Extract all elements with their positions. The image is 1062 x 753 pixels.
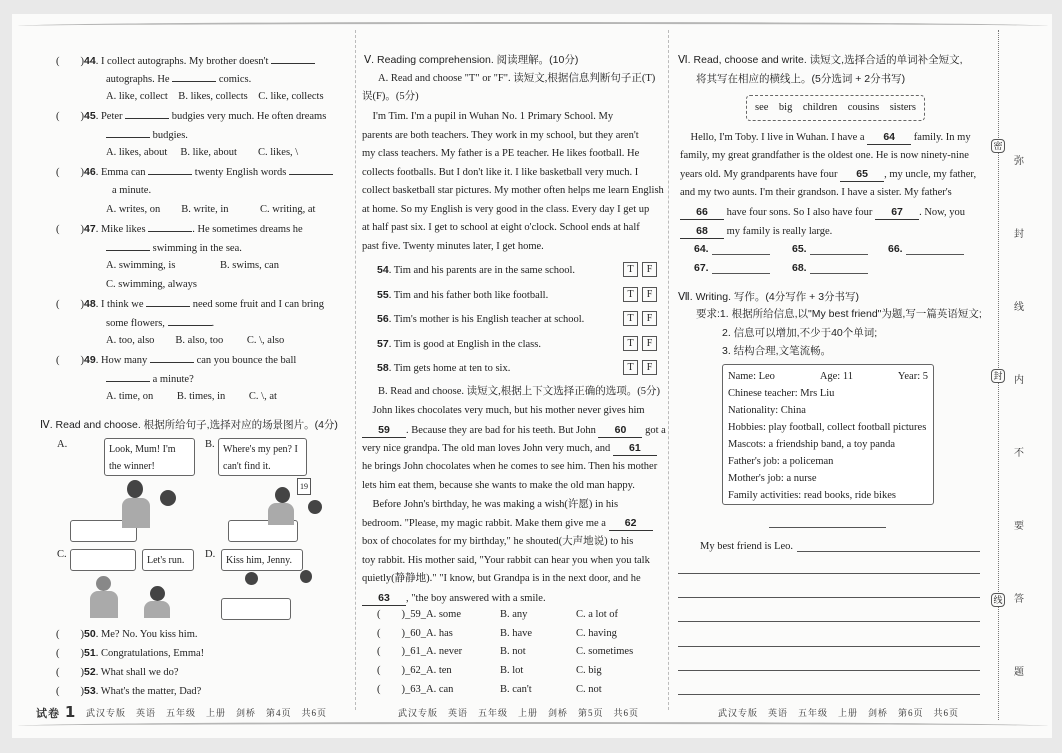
column-divider <box>355 30 356 710</box>
title-line[interactable] <box>769 527 886 528</box>
false-box[interactable]: F <box>642 287 657 302</box>
answer-label: 67. <box>694 262 709 274</box>
question-item: ( )49. How many can you bounce the ball <box>56 354 297 366</box>
passage-line: years old. My grandparents have four 65 , my uncle, my father, <box>680 168 977 181</box>
question-line: A. like, collect B. likes, collects C. like, collects <box>106 91 324 102</box>
false-box[interactable]: F <box>642 311 657 326</box>
info-line: Family activities: read books, ride bikes <box>728 490 896 501</box>
option-c: C. a lot of <box>576 609 618 620</box>
question-line: swimming in the sea. <box>106 241 242 256</box>
writing-line[interactable] <box>678 597 980 598</box>
question-item: ( )47. Mike likes . He sometimes dreams he <box>56 223 303 235</box>
writing-line[interactable] <box>678 694 980 695</box>
passage-line: Hello, I'm Toby. I live in Wuhan. I have a 64 family. In my <box>680 131 971 143</box>
answer-line[interactable] <box>810 254 868 255</box>
passage-line: at home. So my English is very good in the class. Every day I get up <box>362 203 650 215</box>
writing-line[interactable] <box>797 551 980 552</box>
passage-line: collect basketball star pictures. My mother often helps me learn English <box>362 185 664 196</box>
seal-notice-char: 弥 <box>1014 156 1024 167</box>
section-4-heading: Ⅳ. Read and choose. 根据所给句子,选择对应的场景图片。(4分) <box>40 419 338 431</box>
bottom-border <box>18 722 1048 730</box>
seal-mark: 线 <box>991 593 1005 607</box>
person-illustration <box>275 487 290 503</box>
option-question: ( )_62_A. ten <box>377 665 452 677</box>
question-item: ( )48. I think we need some fruit and I can bring <box>56 298 324 310</box>
column-divider <box>668 30 669 710</box>
person-illustration <box>127 480 143 498</box>
answer-line[interactable] <box>712 273 770 274</box>
info-line: Mother's job: a nurse <box>728 473 817 484</box>
person-body <box>144 601 170 618</box>
tf-statement: 58. Tim gets home at ten to six. <box>377 362 511 374</box>
question-line: a minute? <box>106 372 194 387</box>
info-name: Name: Leo <box>728 371 775 382</box>
writing-line[interactable] <box>678 621 980 622</box>
pic-label-c: C. <box>57 549 67 560</box>
question-item: ( )46. Emma can twenty English words <box>56 165 333 180</box>
person-body <box>122 498 150 528</box>
option-question: ( )_63_A. can <box>377 683 454 695</box>
paper-label-text: 试卷 <box>36 707 60 720</box>
false-box[interactable]: F <box>642 360 657 375</box>
option-b: B. can't <box>500 683 532 695</box>
person-body <box>90 591 118 618</box>
seal-notice-char: 题 <box>1014 667 1024 678</box>
option-c: C. big <box>576 665 602 677</box>
answer-item: ( )51. Congratulations, Emma! <box>56 647 205 659</box>
tf-statement: 56. Tim's mother is his English teacher at school. <box>377 313 585 325</box>
question-line: autographs. He comics. <box>106 74 252 85</box>
passage-line: Before John's birthday, he was making a wish(许愿) in his <box>362 498 619 510</box>
paper-number: 1 <box>64 703 77 721</box>
info-card <box>722 364 934 505</box>
answer-label: 64. <box>694 243 709 255</box>
seal-notice-char: 线 <box>1014 302 1024 313</box>
person-illustration <box>160 490 176 506</box>
passage-line: 68 my family is really large. <box>680 224 832 239</box>
seal-notice-char: 不 <box>1014 448 1024 459</box>
true-box[interactable]: T <box>623 336 638 351</box>
passage-line: family, my great grandfather is the oldest one. He is now ninety-nine <box>680 149 969 161</box>
info-age: Age: 11 <box>819 371 853 382</box>
answer-box-c[interactable] <box>70 549 136 571</box>
passage-line: 63 , "the boy answered with a smile. <box>362 591 546 606</box>
section-5-heading: Ⅴ. Reading comprehension. 阅读理解。(10分) <box>364 54 579 66</box>
answer-item: ( )52. What shall we do? <box>56 666 179 678</box>
tf-statement: 57. Tim is good at English in the class. <box>377 337 541 350</box>
question-line: A. likes, about B. like, about C. likes, \ <box>106 147 299 158</box>
passage-line: John likes chocolates very much, but his mother never gives him <box>362 405 645 416</box>
writing-line[interactable] <box>678 670 980 671</box>
word-bank: see big children cousins sisters <box>746 95 925 121</box>
passage-line: box of chocolates for my birthday," he shouted(大声地说) to his <box>362 535 634 547</box>
speech-bubble-d: Kiss him, Jenny. <box>221 549 303 571</box>
true-box[interactable]: T <box>623 287 638 302</box>
pic-label-d: D. <box>205 549 216 560</box>
passage-line: my class teachers. My father is a PE teacher. He likes football. He <box>362 148 640 159</box>
answer-item: ( )50. Me? No. You kiss him. <box>56 628 198 640</box>
answer-item: ( )53. What's the matter, Dad? <box>56 685 202 697</box>
person-illustration <box>96 576 111 591</box>
seal-notice-char: 封 <box>1014 229 1024 240</box>
info-line: Mascots: a friendship band, a toy panda <box>728 439 896 450</box>
passage-line: I'm Tim. I'm a pupil in Wuhan No. 1 Primary School. My <box>362 111 614 122</box>
info-year: Year: 5 <box>897 371 928 382</box>
option-b: B. any <box>500 609 528 620</box>
true-box[interactable]: T <box>623 360 638 375</box>
answer-label: 65. <box>792 243 807 255</box>
requirement-3: 3. 结构合理,文笔流畅。 <box>722 345 832 357</box>
paper-label <box>36 703 76 721</box>
true-box[interactable]: T <box>623 311 638 326</box>
option-c: C. sometimes <box>576 646 634 658</box>
person-illustration <box>245 572 258 585</box>
question-line: some flowers, . <box>106 318 215 329</box>
speech-bubble-c: Let's run. <box>142 549 194 571</box>
part-b-instruction: B. Read and choose. 读短文,根据上下文选择正确的选项。(5分) <box>378 386 661 397</box>
info-line: Hobbies: play football, collect football pictures <box>728 422 927 433</box>
passage-line: at half past six. I get to school at eight o'clock. School ends at half <box>362 222 640 233</box>
person-body <box>268 503 294 525</box>
option-c: C. not <box>576 683 602 695</box>
requirement-2: 2. 信息可以增加,不少于40个单词; <box>722 327 878 339</box>
question-line: C. swimming, always <box>106 279 197 290</box>
tf-statement: 55. Tim and his father both like football. <box>377 288 549 301</box>
option-b: B. lot <box>500 665 524 677</box>
option-question: ( )_60_A. has <box>377 627 453 639</box>
answer-line[interactable] <box>712 254 770 255</box>
footer: 武汉专版 英语 五年级 上册 剑桥 第4页 共6页 <box>86 708 328 718</box>
tf-statement: 54. Tim and his parents are in the same school. <box>377 264 576 276</box>
seal-notice-char: 答 <box>1014 594 1024 605</box>
passage-line: lets him eat them, because she wants to make the old man happy. <box>362 479 635 491</box>
info-line: Nationality: China <box>728 405 806 416</box>
passage-line: and my two aunts. I'm their grandson. I have a sister. My father's <box>680 187 952 199</box>
answer-line[interactable] <box>810 273 868 274</box>
answer-line[interactable] <box>906 254 964 255</box>
question-line: A. swimming, is B. swims, can <box>106 260 279 271</box>
question-line: A. too, also B. also, too C. \, also <box>106 335 285 346</box>
writing-line[interactable] <box>678 646 980 647</box>
passage-line: very nice grandpa. The old man loves John very much, and 61 <box>362 441 657 456</box>
option-c: C. having <box>576 627 617 639</box>
answer-label: 68. <box>792 262 807 274</box>
footer: 武汉专版 英语 五年级 上册 剑桥 第5页 共6页 <box>398 708 640 718</box>
pic-label-b: B. <box>205 439 215 450</box>
seal-mark: 封 <box>991 369 1005 383</box>
answer-label: 66. <box>888 243 903 255</box>
pic-label-a: A. <box>57 439 68 450</box>
passage-line: 59 . Because they are bad for his teeth. But John 60 got a <box>362 423 666 438</box>
person-illustration <box>300 570 312 583</box>
passage-line: past five. Twenty minutes later, I get home. <box>362 240 544 252</box>
section-7-heading: Ⅶ. Writing. 写作。(4分写作 + 3分书写) <box>678 291 860 303</box>
info-line: Chinese teacher: Mrs Liu <box>728 388 835 399</box>
part-a-instruction: 误(F)。(5分) <box>362 91 419 102</box>
question-line: a minute. <box>112 185 152 196</box>
passage-line: quietly(静静地)." "I know, but Grandpa is in the next door, and he <box>362 573 641 585</box>
option-b: B. not <box>500 646 526 658</box>
section-6-heading: Ⅵ. Read, choose and write. 读短文,选择合适的单词补全短文, <box>678 54 963 66</box>
false-box[interactable]: F <box>642 336 657 351</box>
question-line: A. writes, on B. write, in C. writing, at <box>106 204 316 215</box>
passage-line: collects footballs. But I don't like it. I like basketball very much. I <box>362 166 639 178</box>
option-question: ( )_61_A. never <box>377 646 463 658</box>
seal-mark: 密 <box>991 139 1005 153</box>
part-a-instruction: A. Read and choose "T" or "F". 读短文,根据信息判断句子正(T) <box>378 73 656 84</box>
passage-line: parents are both teachers. They work in my school, but they aren't <box>362 129 639 141</box>
question-line: A. time, on B. times, in C. \, at <box>106 391 277 402</box>
option-question: ( )_59_A. some <box>377 609 461 620</box>
section-6-heading-2: 将其写在相应的横线上。(5分选词 + 2分书写) <box>696 73 906 85</box>
passage-line: toy rabbit. His mother said, "Your rabbit can hear you when you talk <box>362 554 650 566</box>
question-item: ( )45. Peter budgies very much. He often dreams <box>56 110 327 122</box>
seal-notice-char: 内 <box>1014 375 1024 386</box>
passage-line: he brings John chocolates when he comes to see him. Then his mother <box>362 461 658 473</box>
info-line: Father's job: a policeman <box>728 456 834 467</box>
true-box[interactable]: T <box>623 262 638 277</box>
speech-bubble-a: Look, Mum! I'm the winner! <box>104 438 195 476</box>
option-b: B. have <box>500 627 533 639</box>
answer-box-d[interactable] <box>221 598 291 620</box>
question-line: budgies. <box>106 128 188 143</box>
seal-notice-char: 要 <box>1014 521 1024 532</box>
top-border <box>18 22 1048 30</box>
question-item: ( )44. I collect autographs. My brother doesn't <box>56 54 315 69</box>
person-illustration <box>150 586 165 601</box>
writing-starter: My best friend is Leo. <box>700 541 794 552</box>
person-illustration <box>308 500 322 514</box>
calendar-icon: 19 <box>297 478 311 495</box>
footer: 武汉专版 英语 五年级 上册 剑桥 第6页 共6页 <box>718 708 960 718</box>
false-box[interactable]: F <box>642 262 657 277</box>
passage-line: bedroom. "Please, my magic rabbit. Make them give me a 62 <box>362 516 653 531</box>
requirement-1: 要求:1. 根据所给信息,以"My best friend"为题,写一篇英语短文; <box>696 308 982 320</box>
writing-line[interactable] <box>678 573 980 574</box>
passage-line: 66 have four sons. So I also have four 67 . Now, you <box>680 205 965 220</box>
speech-bubble-b: Where's my pen? I can't find it. <box>218 438 307 476</box>
